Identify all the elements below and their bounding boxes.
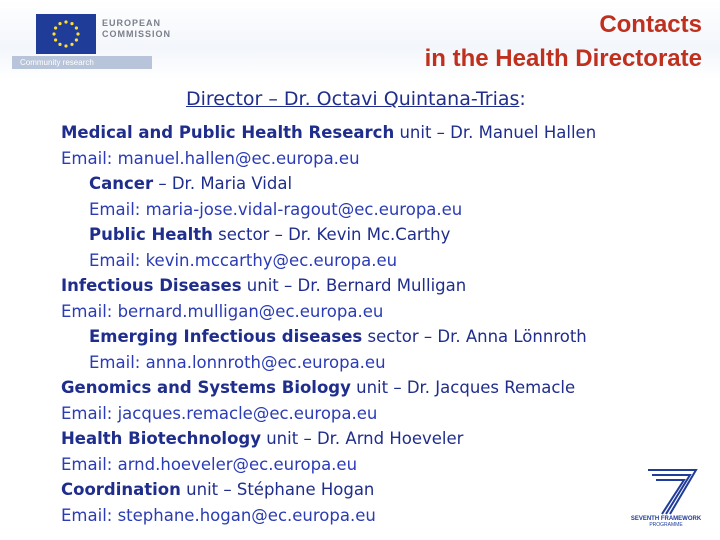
contact-email[interactable]: Email: maria-jose.vidal-ragout@ec.europa.eu <box>89 199 463 219</box>
contact-detail: sector – Dr. Kevin Mc.Carthy <box>212 225 451 244</box>
contact-name: Medical and Public Health Research <box>61 123 395 142</box>
contact-email[interactable]: Email: kevin.mccarthy@ec.europa.eu <box>89 250 398 270</box>
contact-detail: unit – Stéphane Hogan <box>180 480 375 499</box>
logo-subtitle: Community research <box>12 56 152 69</box>
director-suffix: : <box>519 88 526 110</box>
contact-entry-heading <box>61 375 701 401</box>
contact-email[interactable]: Email: manuel.hallen@ec.europa.eu <box>61 148 360 168</box>
page-title <box>425 8 702 76</box>
contact-email[interactable]: Email: stephane.hogan@ec.europa.eu <box>61 505 376 525</box>
contact-entry-heading <box>61 171 701 197</box>
logo-org-line2: COMMISSION <box>102 29 172 39</box>
fp7-seven-icon <box>618 462 714 528</box>
contact-name: Infectious Diseases <box>61 276 242 295</box>
fp7-line2: PROGRAMME <box>649 522 683 528</box>
contact-detail: – Dr. Maria Vidal <box>153 174 293 193</box>
logo-text <box>102 18 171 40</box>
eu-flag-icon <box>36 14 96 54</box>
contact-detail: unit – Dr. Arnd Hoeveler <box>260 429 464 448</box>
contact-name: Emerging Infectious diseases <box>89 327 363 346</box>
contact-entry-heading <box>61 120 701 146</box>
contact-email[interactable]: Email: arnd.hoeveler@ec.europa.eu <box>61 454 358 474</box>
title-line1: Contacts <box>599 11 702 38</box>
european-commission-logo <box>8 6 188 67</box>
contact-entry-heading <box>61 273 701 299</box>
title-line2: in the Health Directorate <box>424 45 702 72</box>
fp7-logo <box>618 462 714 528</box>
contact-email[interactable]: Email: bernard.mulligan@ec.europa.eu <box>61 301 384 321</box>
contact-entry-heading <box>61 222 701 248</box>
contact-name: Health Biotechnology <box>61 429 261 448</box>
director-label: Director – Dr. Octavi Quintana-Trias <box>186 88 520 110</box>
contact-entry-heading <box>61 324 701 350</box>
fp7-line1: SEVENTH FRAMEWORK <box>630 516 702 522</box>
director-line <box>186 86 526 112</box>
contact-name: Genomics and Systems Biology <box>61 378 351 397</box>
contact-name: Public Health <box>89 225 213 244</box>
contact-name: Coordination <box>61 480 181 499</box>
contact-name: Cancer <box>89 174 154 193</box>
contact-detail: unit – Dr. Bernard Mulligan <box>241 276 467 295</box>
contact-detail: unit – Dr. Jacques Remacle <box>350 378 576 397</box>
contact-entry-heading <box>61 426 701 452</box>
contacts-list <box>61 120 701 528</box>
contact-entry-heading <box>61 477 701 503</box>
contact-email[interactable]: Email: anna.lonnroth@ec.europa.eu <box>89 352 386 372</box>
contact-detail: unit – Dr. Manuel Hallen <box>394 123 597 142</box>
logo-org-line1: EUROPEAN <box>102 18 162 28</box>
contact-detail: sector – Dr. Anna Lönnroth <box>362 327 587 346</box>
contact-email[interactable]: Email: jacques.remacle@ec.europa.eu <box>61 403 378 423</box>
